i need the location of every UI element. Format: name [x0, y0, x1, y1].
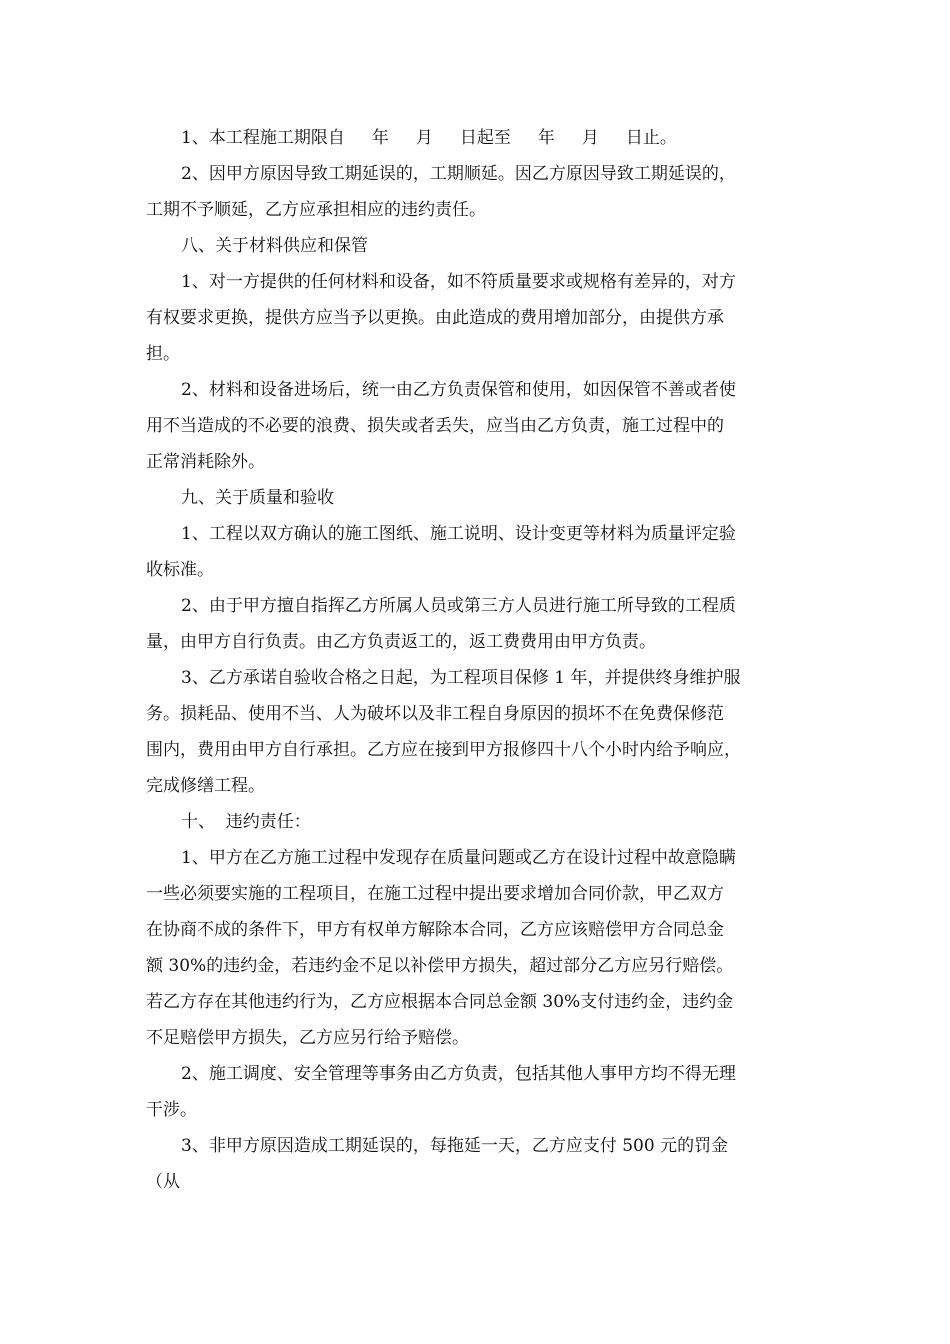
section-heading: 十、 违约责任：: [181, 812, 311, 832]
text-line: 1、本工程施工期限自 年 月 日起至 年 月 日止。: [181, 128, 677, 148]
text-line: 工期不予顺延，乙方应承担相应的违约责任。: [146, 200, 486, 220]
document-body: [146, 120, 816, 1200]
text-line: 额 30%的违约金，若违约金不足以补偿甲方损失，超过部分乙方应另行赔偿。: [146, 956, 734, 976]
text-line: 在协商不成的条件下，甲方有权单方解除本合同，乙方应该赔偿甲方合同总金: [146, 920, 724, 940]
text-line: 量，由甲方自行负责。由乙方负责返工的，返工费费用由甲方负责。: [146, 632, 656, 652]
text-line: 完成修缮工程。: [146, 776, 265, 796]
text-line: 3、非甲方原因造成工期延误的，每拖延一天，乙方应支付 500 元的罚金: [181, 1136, 729, 1156]
text-line: 收标准。: [146, 560, 214, 580]
text-line: 一些必须要实施的工程项目，在施工过程中提出要求增加合同价款，甲乙双方: [146, 884, 724, 904]
text-line: 2、因甲方原因导致工期延误的，工期顺延。因乙方原因导致工期延误的，: [181, 164, 736, 184]
text-line: 用不当造成的不必要的浪费、损失或者丢失，应当由乙方负责，施工过程中的: [146, 416, 724, 436]
text-line: 2、施工调度、安全管理等事务由乙方负责，包括其他人事甲方均不得无理: [181, 1064, 736, 1084]
text-line: 正常消耗除外。: [146, 452, 265, 472]
text-line: 1、工程以双方确认的施工图纸、施工说明、设计变更等材料为质量评定验: [181, 524, 736, 544]
text-line: 围内，费用由甲方自行承担。乙方应在接到甲方报修四十八个小时内给予响应，: [146, 740, 741, 760]
text-line: 务。损耗品、使用不当、人为破坏以及非工程自身原因的损坏不在免费保修范: [146, 704, 724, 724]
text-line: 2、材料和设备进场后，统一由乙方负责保管和使用，如因保管不善或者使: [181, 380, 736, 400]
text-line: 有权要求更换，提供方应当予以更换。由此造成的费用增加部分，由提供方承: [146, 308, 724, 328]
section-heading: 八、关于材料供应和保管: [181, 236, 368, 256]
text-line: 干涉。: [146, 1100, 197, 1120]
text-line: 不足赔偿甲方损失，乙方应另行给予赔偿。: [146, 1028, 469, 1048]
text-line: 2、由于甲方擅自指挥乙方所属人员或第三方人员进行施工所导致的工程质: [181, 596, 736, 616]
text-line: （从: [146, 1172, 180, 1192]
text-line: 若乙方存在其他违约行为，乙方应根据本合同总金额 30%支付违约金，违约金: [146, 992, 734, 1012]
text-line: 3、乙方承诺自验收合格之日起，为工程项目保修 1 年，并提供终身维护服: [181, 668, 741, 688]
section-heading: 九、关于质量和验收: [181, 488, 334, 508]
text-line: 1、对一方提供的任何材料和设备，如不符质量要求或规格有差异的，对方: [181, 272, 736, 292]
text-line: 担。: [146, 344, 180, 364]
text-line: 1、甲方在乙方施工过程中发现存在质量问题或乙方在设计过程中故意隐瞒: [181, 848, 736, 868]
